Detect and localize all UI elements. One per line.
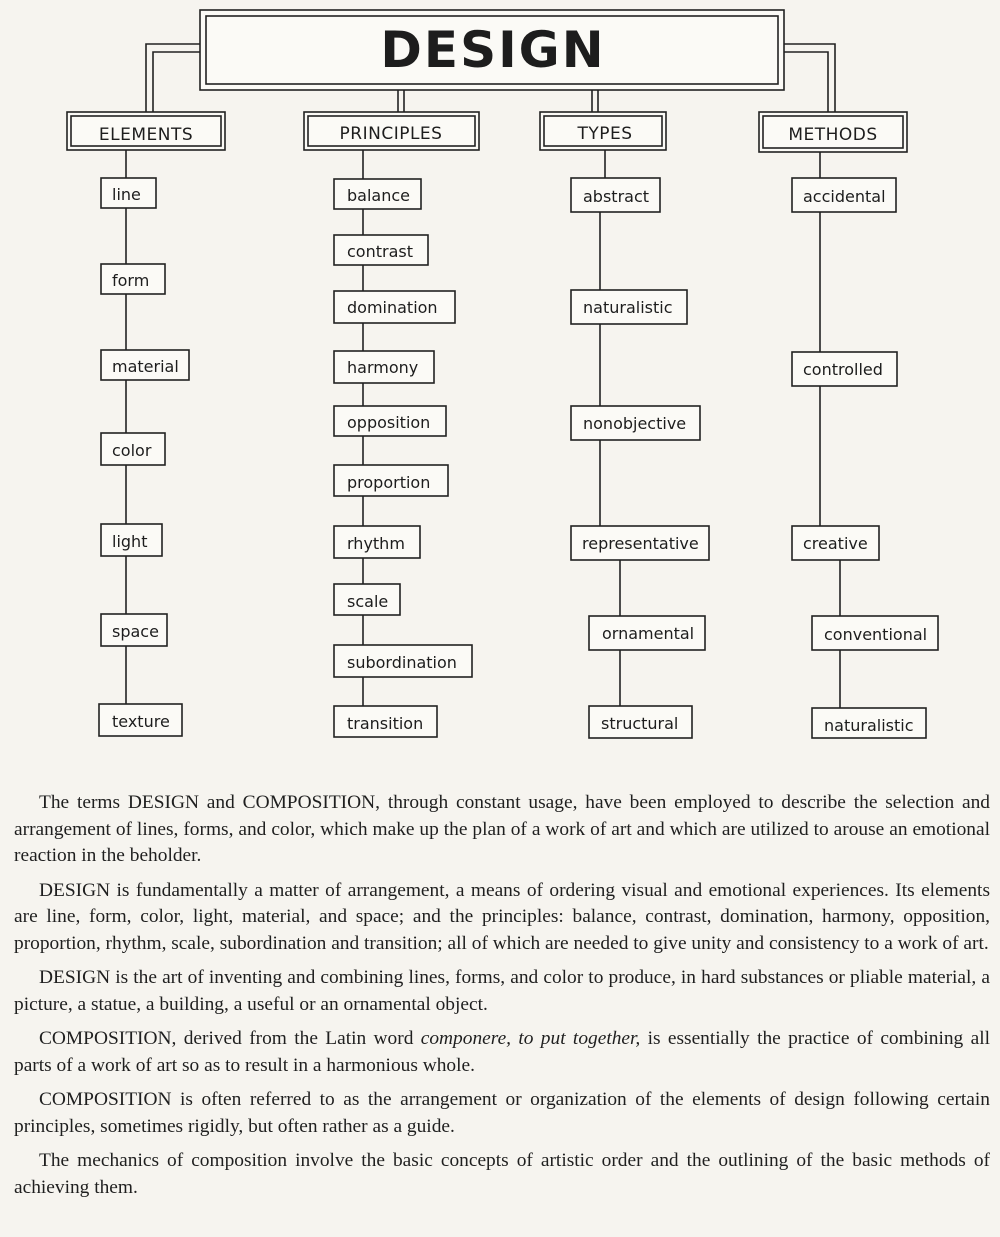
svg-text:form: form [112,271,150,290]
svg-text:rhythm: rhythm [347,534,405,553]
item-transition [334,706,437,737]
svg-text:abstract: abstract [583,187,650,206]
item-naturalistic-method [812,708,926,738]
svg-text:PRINCIPLES: PRINCIPLES [339,124,443,144]
item-conventional [812,616,938,650]
svg-text:controlled: controlled [803,360,883,379]
svg-text:naturalistic: naturalistic [583,298,673,317]
item-texture [99,704,182,736]
svg-text:scale: scale [347,592,389,611]
svg-text:TYPES: TYPES [577,124,633,144]
svg-text:harmony: harmony [347,358,419,377]
paragraph-1: The terms DESIGN and COMPOSITION, through constant usage, have been employed to describe the selection and arrangement of lines, forms, and color, which make up the plan of a work of art and which are utilized to arouse an emotional reaction in the beholder. [14,792,990,866]
item-accidental [792,178,896,212]
svg-text:contrast: contrast [347,242,413,261]
item-rhythm [334,526,420,558]
svg-text:proportion: proportion [347,473,431,492]
paragraph-6: The mechanics of composition involve the basic concepts of artistic order and the outlining of the basic methods of achieving them. [14,1150,990,1198]
svg-text:structural: structural [601,714,679,733]
svg-text:space: space [112,622,159,641]
elements-items [99,178,189,736]
category-elements [67,112,225,150]
svg-text:naturalistic: naturalistic [824,716,914,735]
types-items [571,178,709,738]
category-principles [304,112,479,150]
item-form [101,264,165,294]
item-scale [334,584,400,615]
item-contrast [334,235,428,265]
item-harmony [334,351,434,383]
svg-text:texture: texture [112,712,170,731]
item-nonobjective [571,406,700,440]
methods-items [792,178,938,738]
item-light [101,524,162,556]
svg-text:ornamental: ornamental [602,624,695,643]
paragraph-2: DESIGN is fundamentally a matter of arrangement, a means of ordering visual and emotional experiences. Its elements are line, form, color, light, material, and space; and the principles: balance, contrast, domination, harmony, opposition, proportion, rhythm, scale, subordination and transition; all of which are needed to give unity and consistency to a work of art. [14,879,990,954]
item-ornamental [589,616,705,650]
svg-text:representative: representative [582,534,699,553]
item-material [101,350,189,380]
item-controlled [792,352,897,386]
svg-text:balance: balance [347,186,410,205]
svg-text:METHODS: METHODS [788,125,878,145]
svg-text:accidental: accidental [803,187,886,206]
item-structural [589,706,692,738]
title-box [200,10,784,90]
item-domination [334,291,455,323]
item-representative [571,526,709,560]
item-proportion [334,465,448,496]
category-types [540,112,666,150]
svg-text:subordination: subordination [347,653,457,672]
diagram-title: DESIGN [380,21,606,79]
item-naturalistic [571,290,687,324]
item-balance [334,179,421,209]
svg-text:conventional: conventional [824,625,928,644]
item-color [101,433,165,465]
latin-phrase: componere, to put together, [420,1028,641,1049]
svg-text:material: material [112,357,179,376]
column-spines [126,148,840,708]
paragraph-5: COMPOSITION is often referred to as the arrangement or organization of the elements of design following certain principles, sometimes rigidly, but often rather as a guide. [14,1089,990,1137]
svg-text:transition: transition [347,714,424,733]
body-text [14,790,990,1209]
item-creative [792,526,879,560]
svg-text:creative: creative [803,534,868,553]
paragraph-3: DESIGN is the art of inventing and combining lines, forms, and color to produce, in hard substances or pliable material, a picture, a statue, a building, a useful or an ornamental object. [14,967,990,1015]
item-opposition [334,406,446,436]
paragraph-4: COMPOSITION, derived from the Latin word componere, to put together, is essentially the practice of combining all parts of a work of art so as to result in a harmonious whole. [14,1028,990,1076]
svg-text:light: light [112,532,148,551]
svg-text:opposition: opposition [347,413,431,432]
svg-text:ELEMENTS: ELEMENTS [98,125,194,145]
category-methods [759,112,907,152]
svg-text:line: line [112,185,141,204]
item-subordination [334,645,472,677]
principles-items [334,179,472,737]
svg-text:domination: domination [347,298,438,317]
item-space [101,614,167,646]
svg-text:nonobjective: nonobjective [583,414,687,433]
item-abstract [571,178,660,212]
item-line [101,178,156,208]
svg-text:color: color [112,441,152,460]
